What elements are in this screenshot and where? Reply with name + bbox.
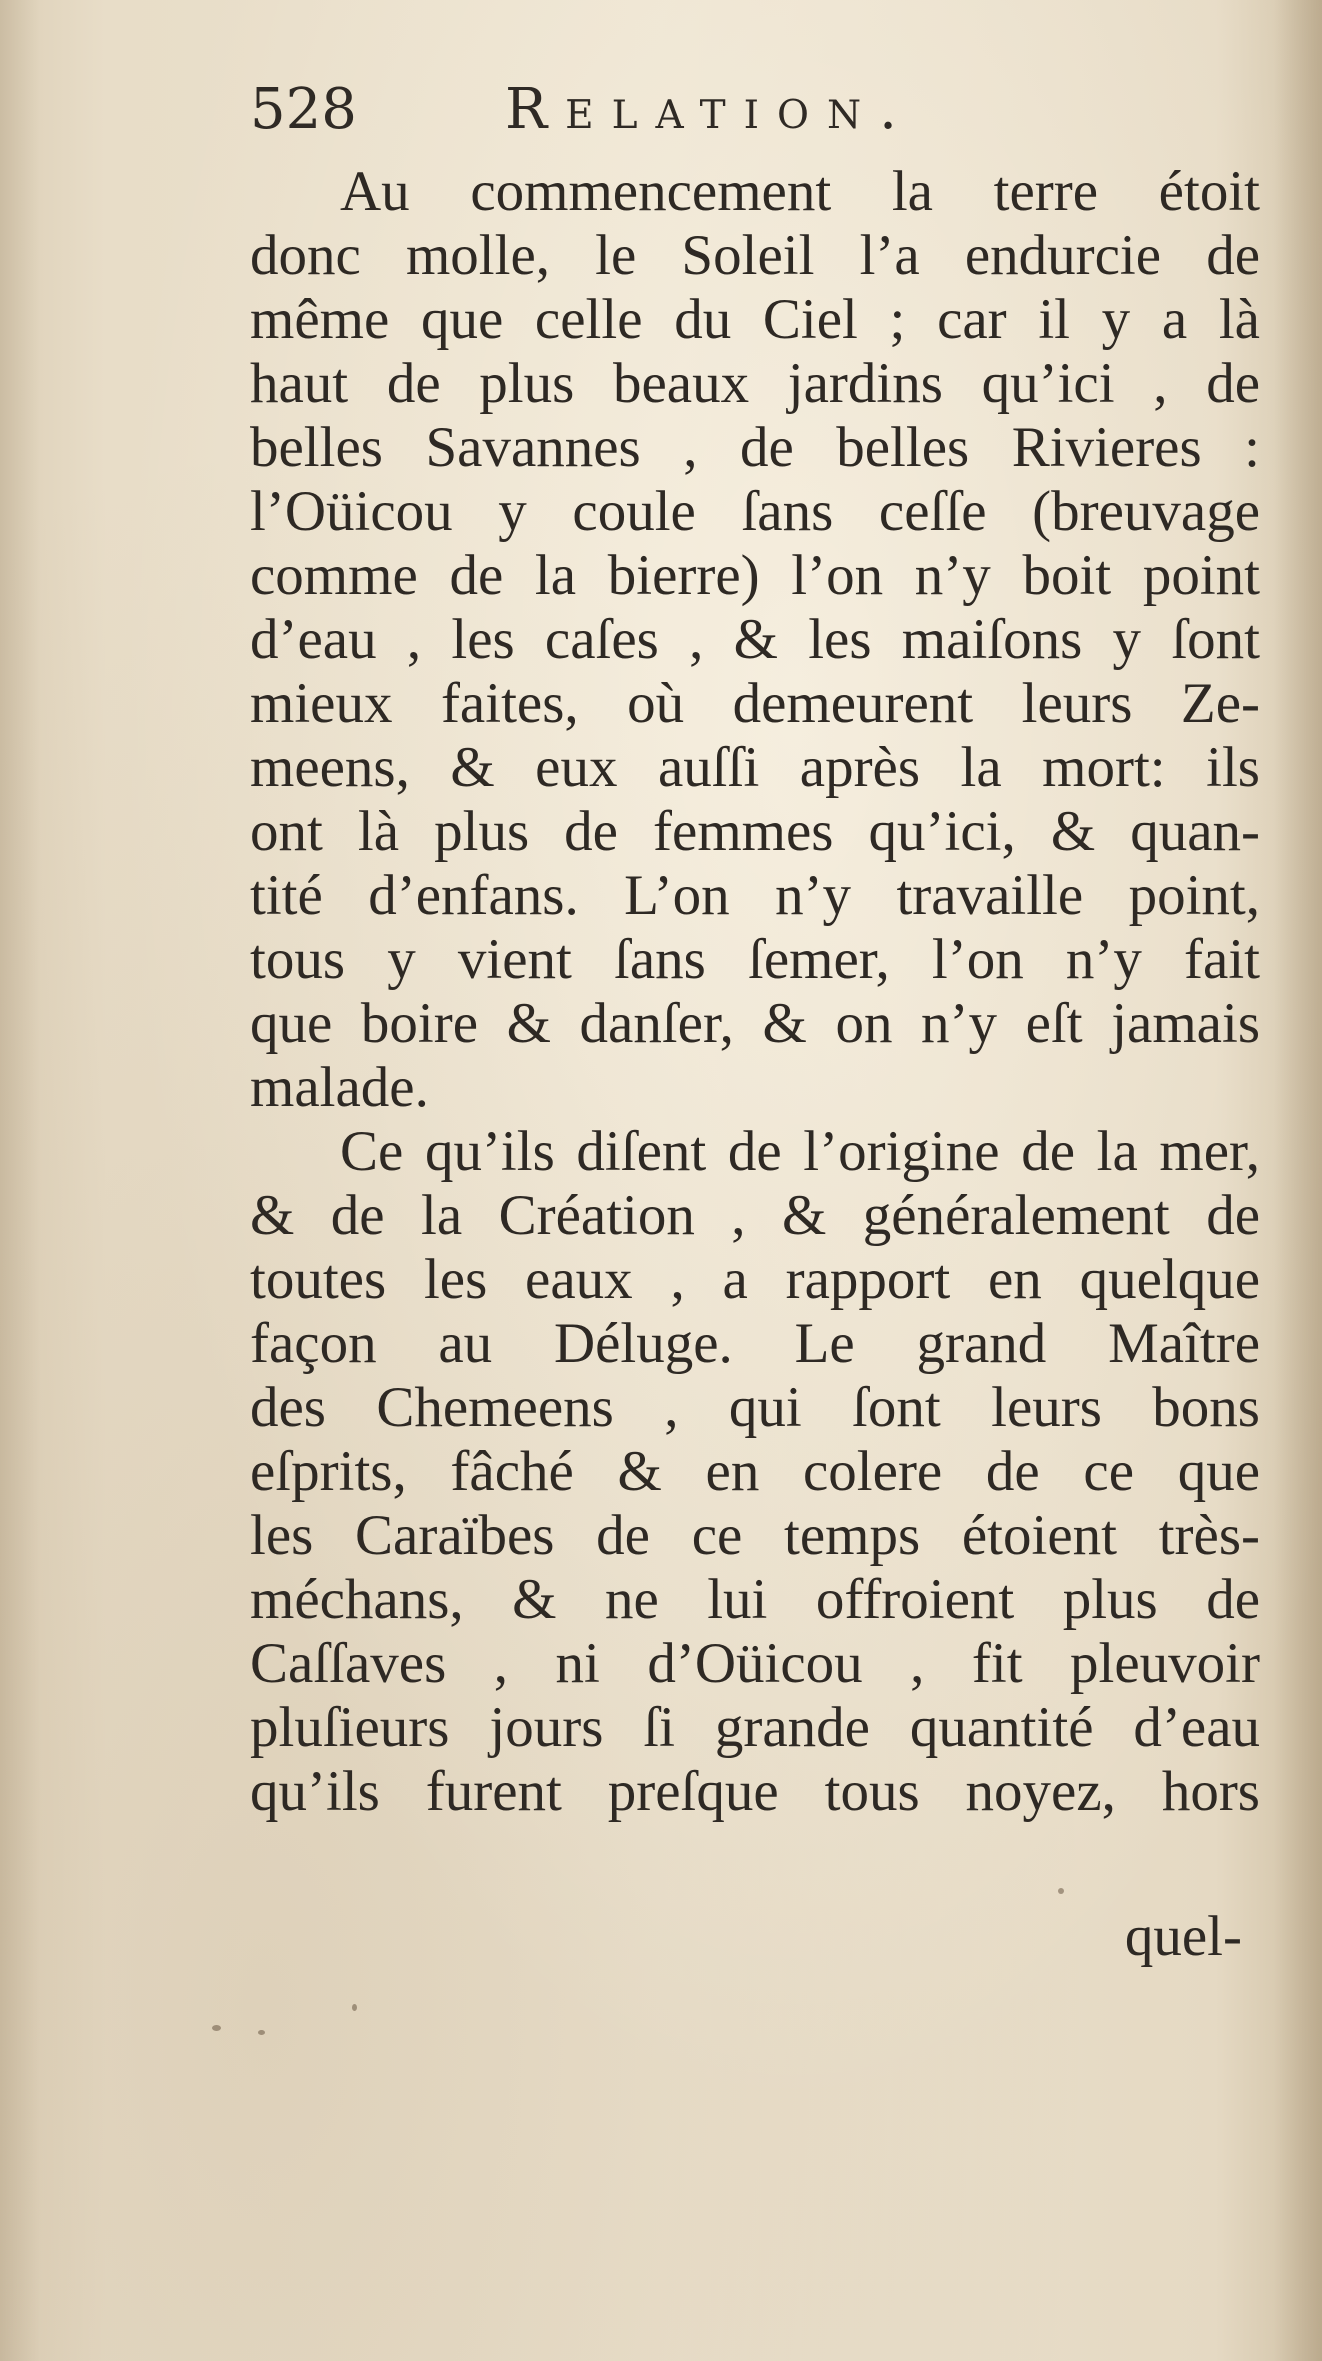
text-line: les Caraïbes de ce temps étoient très- xyxy=(250,1504,1260,1567)
text-line: Ce qu’ils diſent de l’origine de la mer, xyxy=(340,1120,1260,1183)
text-line: eſprits, fâché & en colere de ce que xyxy=(250,1440,1260,1503)
text-line: pluſieurs jours ſi grande quantité d’eau xyxy=(250,1696,1260,1759)
text-line: Caſſaves , ni d’Oüicou , fit pleuvoir xyxy=(250,1632,1260,1695)
text-line: mieux faites, où demeurent leurs Ze- xyxy=(250,672,1260,735)
page-number: 528 xyxy=(250,77,357,142)
page-edge-shadow xyxy=(1274,0,1322,2361)
text-line: tité d’enfans. L’on n’y travaille point, xyxy=(250,864,1260,927)
paper-speck xyxy=(258,2030,265,2035)
text-line: Au commencement la terre étoit xyxy=(340,160,1260,223)
paper-speck xyxy=(1058,1888,1064,1894)
text-line: haut de plus beaux jardins qu’ici , de xyxy=(250,352,1260,415)
text-line: ont là plus de femmes qu’ici, & quan- xyxy=(250,800,1260,863)
text-body xyxy=(250,160,1260,1824)
text-line: malade. xyxy=(250,1056,429,1119)
text-line: comme de la bierre) l’on n’y boit point xyxy=(250,544,1260,607)
text-line: meens, & eux auſſi après la mort: ils xyxy=(250,736,1260,799)
text-line: d’eau , les caſes , & les maiſons y ſont xyxy=(250,608,1260,671)
text-line: méchans, & ne lui offroient plus de xyxy=(250,1568,1260,1631)
catchword: quel- xyxy=(1124,1905,1242,1968)
paper-speck xyxy=(212,2025,221,2031)
gutter-shadow xyxy=(0,0,40,2361)
paper-speck xyxy=(352,2004,357,2011)
text-line: l’Oüicou y coule ſans ceſſe (breuvage xyxy=(250,480,1260,543)
text-line: & de la Création , & généralement de xyxy=(250,1184,1260,1247)
text-line: façon au Déluge. Le grand Maître xyxy=(250,1312,1260,1375)
text-line: même que celle du Ciel ; car il y a là xyxy=(250,288,1260,351)
text-line: tous y vient ſans ſemer, l’on n’y fait xyxy=(250,928,1260,991)
running-title: Relation. xyxy=(505,77,915,142)
text-line: que boire & danſer, & on n’y eſt jamais xyxy=(250,992,1260,1055)
page-header xyxy=(250,70,1250,150)
text-line: belles Savannes , de belles Rivieres : xyxy=(250,416,1260,479)
text-line: des Chemeens , qui ſont leurs bons xyxy=(250,1376,1260,1439)
text-line: toutes les eaux , a rapport en quelque xyxy=(250,1248,1260,1311)
text-line: donc molle, le Soleil l’a endurcie de xyxy=(250,224,1260,287)
text-line: qu’ils furent preſque tous noyez, hors xyxy=(250,1760,1260,1823)
